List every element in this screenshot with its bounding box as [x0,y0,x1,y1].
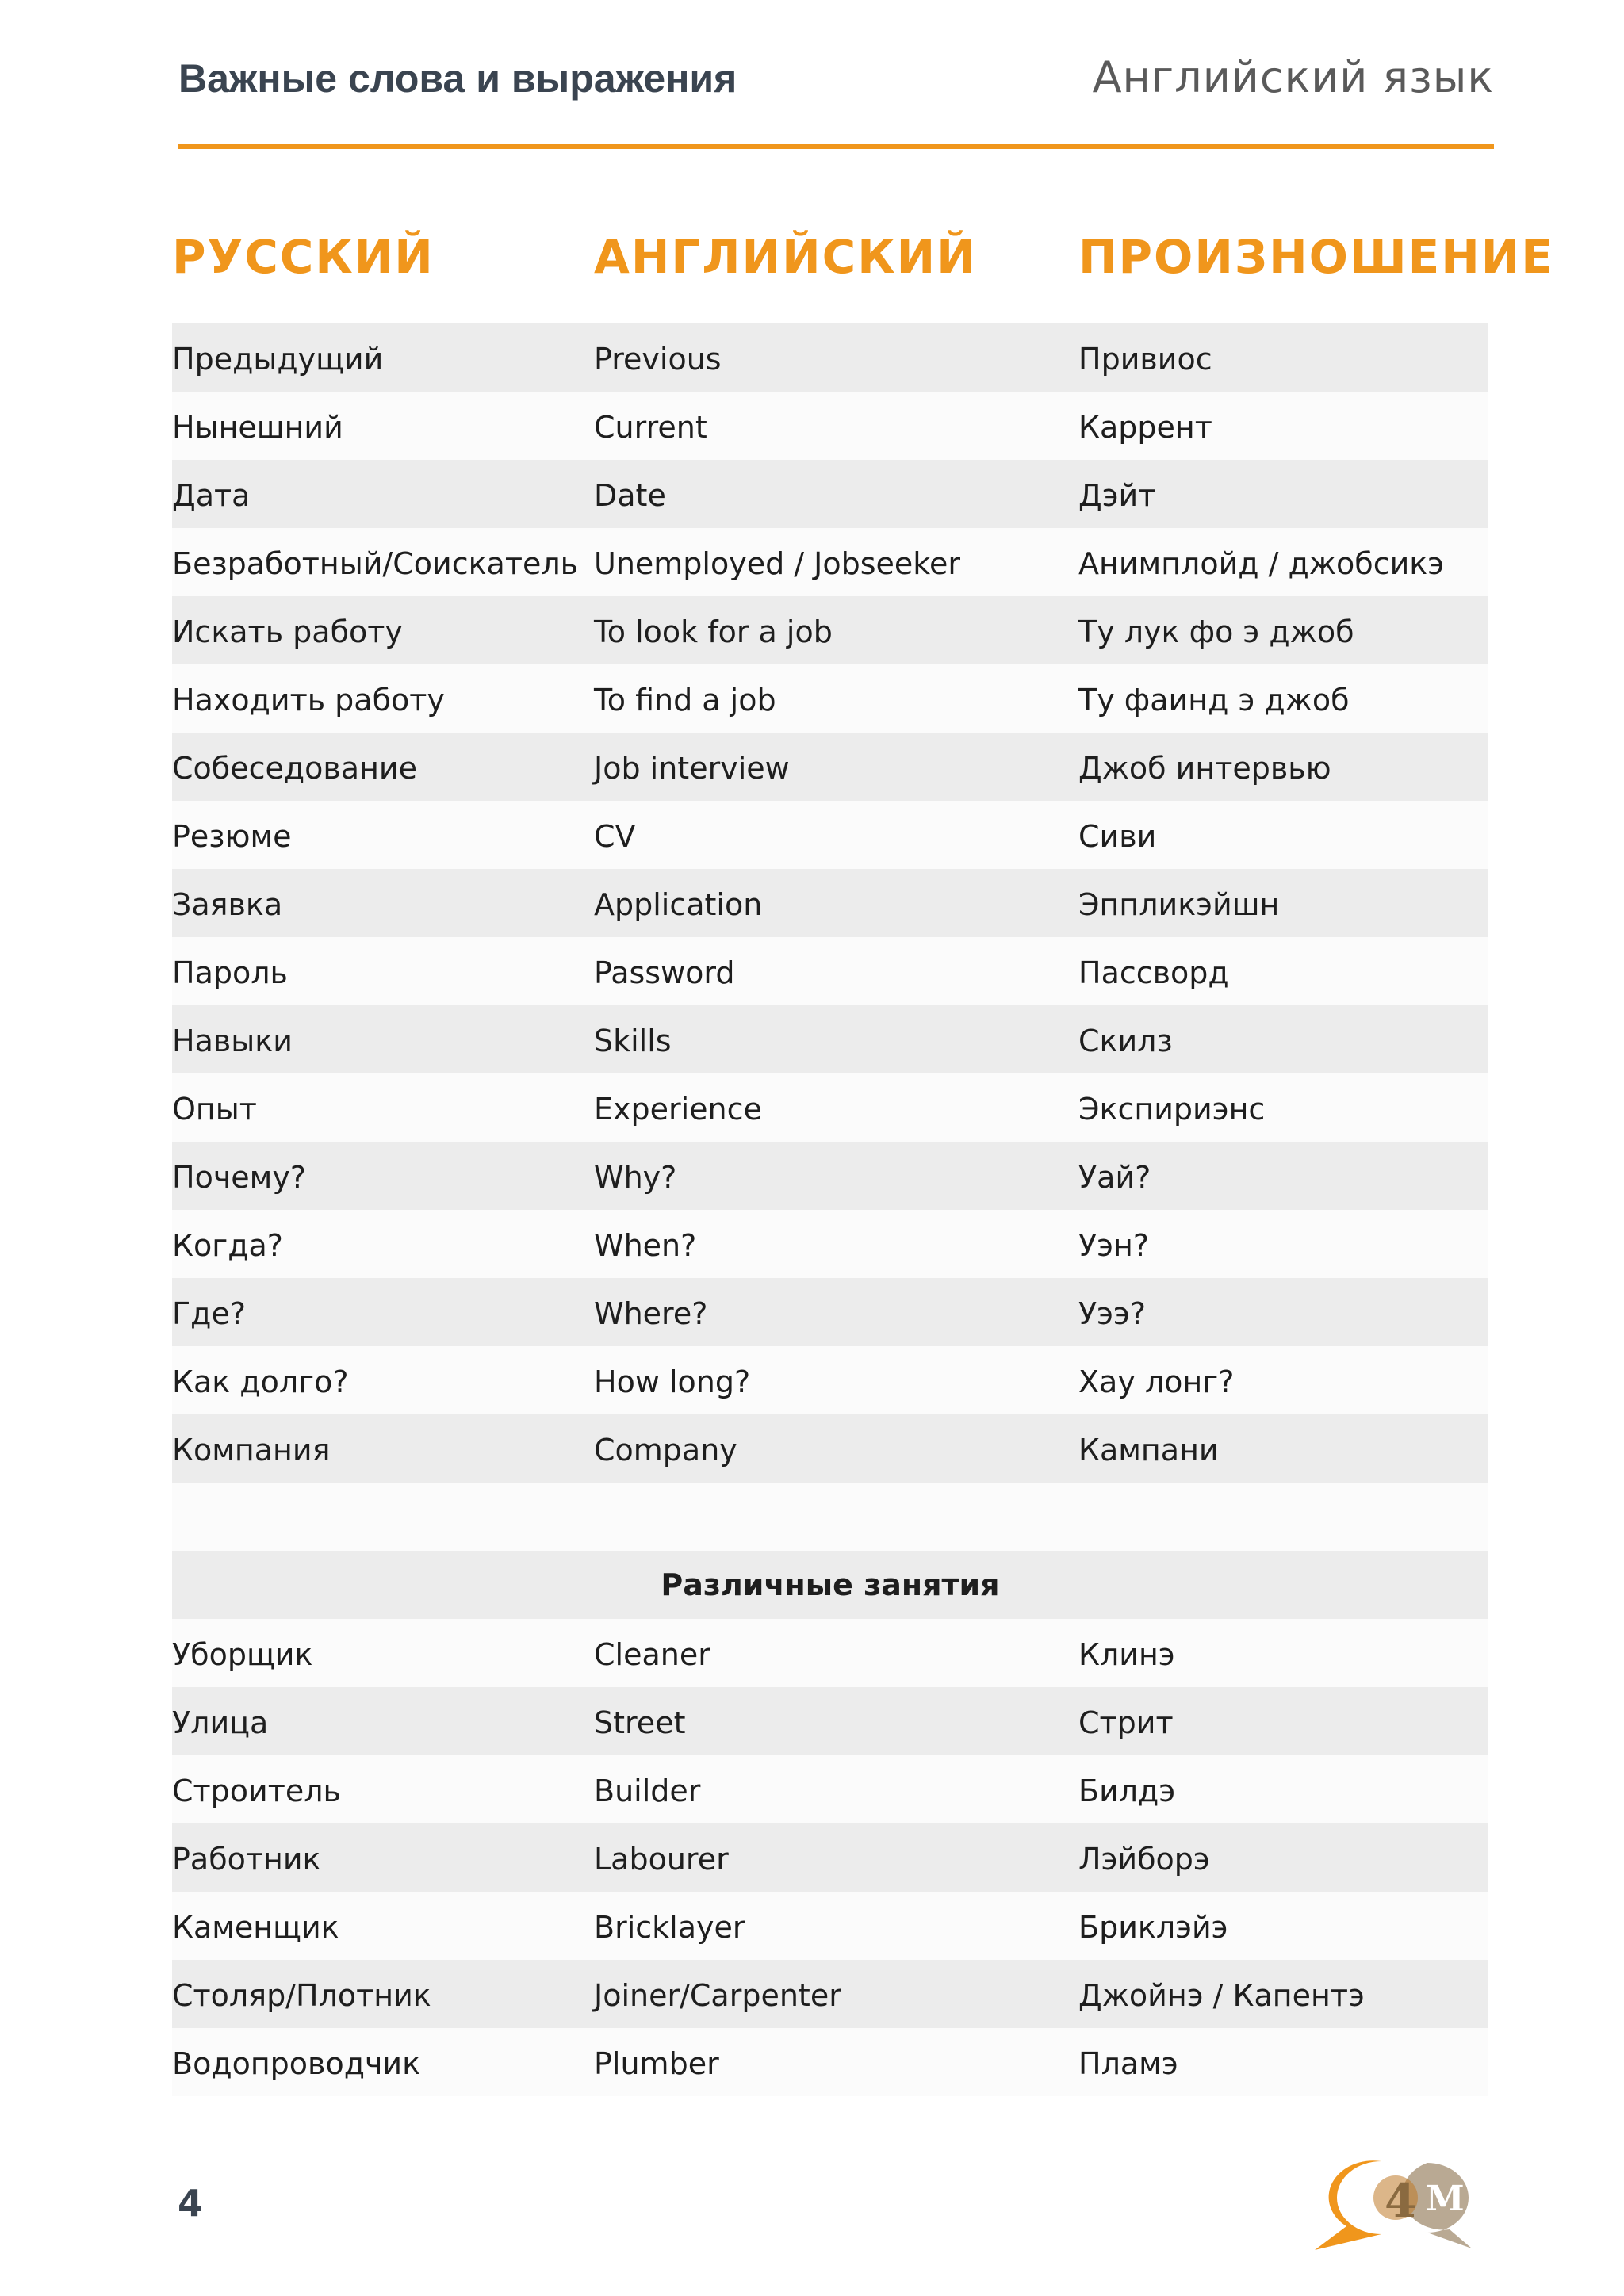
pronunciation: Пассворд [1078,955,1229,990]
english-word: Password [594,955,735,990]
i4m-logo [1308,2150,1499,2253]
document-subject: Английский язык [1092,52,1494,102]
table-row [172,1210,1488,1278]
english-word: Application [594,887,763,922]
pronunciation: Бриклэйэ [1078,1910,1228,1945]
english-word: Labourer [594,1842,729,1877]
pronunciation: Уэн? [1078,1228,1150,1263]
pronunciation: Джойнэ / Капентэ [1078,1978,1365,2013]
english-word: Plumber [594,2046,719,2081]
russian-word: Работник [172,1842,321,1877]
table-row [172,392,1488,460]
russian-word: Каменщик [172,1910,339,1945]
pronunciation: Сиви [1078,819,1157,854]
table-spacer-row [172,1483,1488,1551]
table-row [172,1687,1488,1755]
russian-word: Водопроводчик [172,2046,421,2081]
logo-letter-m: M [1426,2179,1465,2219]
pronunciation: Лэйборэ [1078,1842,1210,1877]
russian-word: Когда? [172,1228,283,1263]
document-title: Важные слова и выражения [178,56,737,101]
russian-word: Навыки [172,1024,293,1058]
english-word: Bricklayer [594,1910,745,1945]
english-word: Date [594,478,666,513]
pronunciation: Дэйт [1078,478,1156,513]
pronunciation: Ту лук фо э джоб [1078,614,1354,649]
table-row [172,869,1488,937]
english-word: Skills [594,1024,672,1058]
vocabulary-table [172,323,1488,2096]
pronunciation: Привиос [1078,342,1212,377]
section-heading: Различные занятия [172,1551,1488,1619]
russian-word: Заявка [172,887,283,922]
pronunciation: Билдэ [1078,1774,1176,1808]
russian-word: Предыдущий [172,342,384,377]
russian-word: Резюме [172,819,292,854]
pronunciation: Хау лонг? [1078,1364,1235,1399]
table-row [172,1346,1488,1414]
russian-word: Улица [172,1705,269,1740]
russian-word: Строитель [172,1774,341,1808]
russian-word: Находить работу [172,683,445,718]
table-row [172,1278,1488,1346]
english-word: Builder [594,1774,701,1808]
russian-word: Искать работу [172,614,403,649]
pronunciation: Клинэ [1078,1637,1175,1672]
pronunciation: Кампани [1078,1433,1219,1468]
pronunciation: Эппликэйшн [1078,887,1280,922]
table-row [172,1823,1488,1892]
english-word: When? [594,1228,697,1263]
table-row [172,664,1488,733]
english-word: Why? [594,1160,677,1195]
column-heading-english: АНГЛИЙСКИЙ [594,230,977,284]
table-row [172,733,1488,801]
pronunciation: Ту фаинд э джоб [1078,683,1350,718]
header-divider [178,144,1494,149]
pronunciation: Стрит [1078,1705,1174,1740]
table-row [172,1619,1488,1687]
english-word: Job interview [594,751,790,786]
table-row [172,323,1488,392]
russian-word: Уборщик [172,1637,313,1672]
russian-word: Нынешний [172,410,343,445]
english-word: Previous [594,342,722,377]
table-row [172,937,1488,1005]
english-word: Street [594,1705,686,1740]
english-word: CV [594,819,636,854]
pronunciation: Экспириэнс [1078,1092,1266,1127]
english-word: Company [594,1433,737,1468]
russian-word: Почему? [172,1160,306,1195]
table-row [172,1005,1488,1073]
english-word: Unemployed / Jobseeker [594,546,960,581]
table-row [172,1755,1488,1823]
english-word: Experience [594,1092,762,1127]
english-word: To find a job [594,683,776,718]
russian-word: Безработный/Соискатель [172,546,579,581]
pronunciation: Уай? [1078,1160,1151,1195]
table-row [172,528,1488,596]
logo-letter-i: I [1358,2179,1374,2219]
english-word: To look for a job [594,614,833,649]
table-row [172,596,1488,664]
english-word: Where? [594,1296,708,1331]
english-word: Current [594,410,707,445]
russian-word: Собеседование [172,751,417,786]
russian-word: Где? [172,1296,246,1331]
table-row [172,1414,1488,1483]
english-word: Cleaner [594,1637,710,1672]
column-heading-pronunciation: ПРОИЗНОШЕНИЕ [1078,230,1554,284]
column-heading-russian: РУССКИЙ [172,230,435,284]
table-row [172,2028,1488,2096]
pronunciation: Скилз [1078,1024,1173,1058]
table-row [172,801,1488,869]
russian-word: Как долго? [172,1364,349,1399]
logo-digit-4: 4 [1385,2174,1417,2228]
russian-word: Опыт [172,1092,257,1127]
table-row [172,1892,1488,1960]
pronunciation: Пламэ [1078,2046,1178,2081]
english-word: How long? [594,1364,751,1399]
pronunciation: Каррент [1078,410,1212,445]
pronunciation: Уээ? [1078,1296,1147,1331]
table-row [172,1142,1488,1210]
russian-word: Пароль [172,955,288,990]
russian-word: Дата [172,478,251,513]
russian-word: Компания [172,1433,331,1468]
pronunciation: Джоб интервью [1078,751,1331,786]
table-row [172,460,1488,528]
english-word: Joiner/Carpenter [594,1978,841,2013]
page-number: 4 [178,2182,204,2225]
table-row [172,1960,1488,2028]
pronunciation: Анимплойд / джобсикэ [1078,546,1445,581]
table-row [172,1073,1488,1142]
russian-word: Столяр/Плотник [172,1978,431,2013]
